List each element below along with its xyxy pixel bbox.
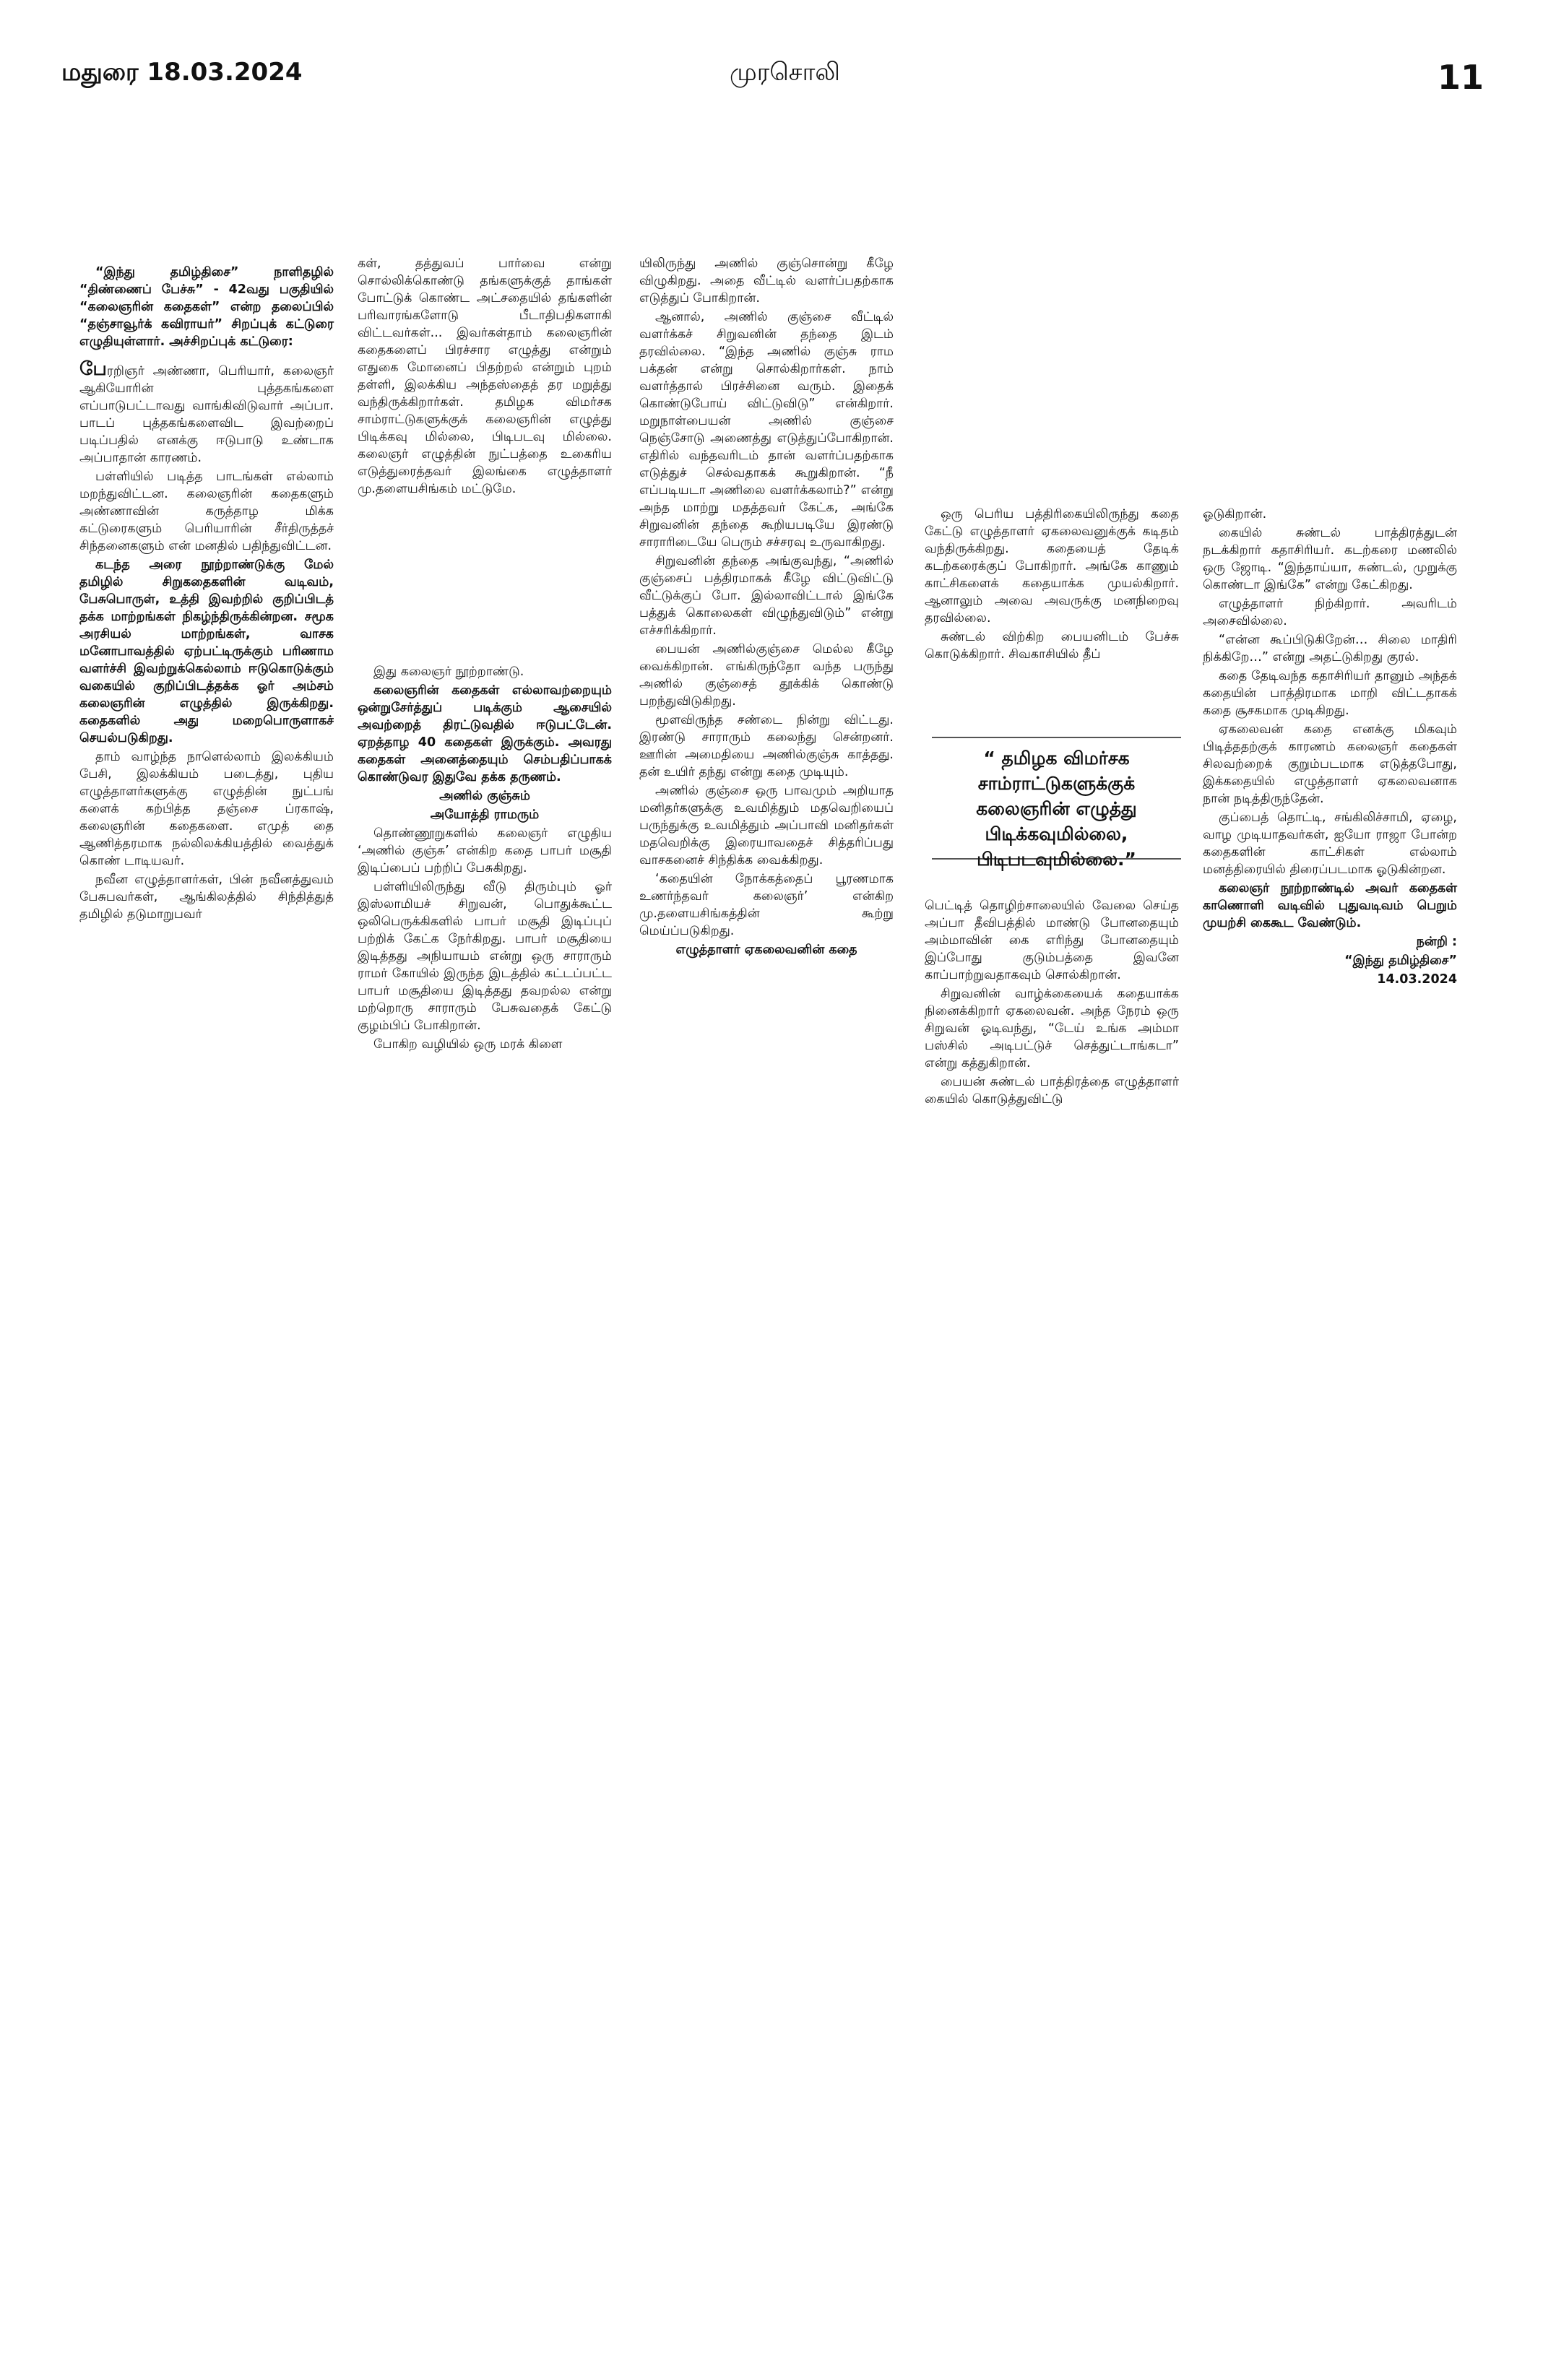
paragraph: யிலிருந்து அணில் குஞ்சொன்று கீழே விழுகிறது. அதை வீட்டில் வளர்ப்பதற்காக எடுத்துப் போகிறான். — [639, 256, 894, 306]
paragraph: சிறுவனின் தந்தை அங்குவந்து, “அணில் குஞ்சைப் பத்திரமாகக் கீழே விட்டுவிட்டு வீட்டுக்குப் போ. இல்லாவிட்டால் இங்கே பத்துக் கொலைகள் விழுந்துவிடும்” என்று எச்சரிக்கிறார். — [639, 554, 894, 638]
column-1 — [79, 264, 334, 925]
paragraph: ‘கதையின் நோக்கத்தைப் பூரணமாக உணர்ந்தவர் கலைஞர்’ என்கிற மு.தளையசிங்கத்தின் கூற்று மெய்ப்படுகிறது. — [639, 872, 894, 938]
paragraph: ஏகலைவன் கதை எனக்கு மிகவும் பிடித்ததற்குக் காரணம் கலைஞர் கதைகள் சிலவற்றைக் குறும்படமாக எடுத்தபோது, இக்கதையில் எழுத்தாளர் ஏகலைவனாக நான் நடித்திருந்தேன். — [1203, 722, 1457, 806]
paragraph: தொண்ணூறுகளில் கலைஞர் எழுதிய ‘அணில் குஞ்சு’ என்கிற கதை பாபர் மசூதி இடிப்பைப் பற்றிப் பேசுகிறது. — [358, 826, 612, 875]
column-4b — [925, 897, 1179, 1109]
column-2b — [358, 663, 612, 1055]
paragraph: போகிற வழியில் ஒரு மரக் கிளை — [373, 1037, 563, 1052]
paragraph: பள்ளியில் படித்த பாடங்கள் எல்லாம் மறந்துவிட்டன. கலைஞரின் கதைகளும் அண்ணாவின் கருத்தாழ மிக்க கட்டுரைகளும் பெரியாரின் சீர்திருத்தச் சிந்தனைகளும் என் மனதில் பதிந்துவிட்டன. — [79, 469, 334, 553]
paragraph: பையன் அணில்குஞ்சை மெல்ல கீழே வைக்கிறான். எங்கிருந்தோ வந்த பருந்து அணில் குஞ்சைத் தூக்கிக் கொண்டு பறந்துவிடுகிறது. — [639, 642, 894, 709]
paragraph: கையில் சுண்டல் பாத்திரத்துடன் நடக்கிறார் கதாசிரியர். கடற்கரை மணலில் ஒரு ஜோடி. “இந்தாய்யா, சுண்டல், முறுக்கு கொண்டா இங்கே” என்று கேட்கிறது. — [1203, 526, 1457, 592]
column-5 — [1203, 506, 1457, 990]
paragraph: கதை தேடிவந்த கதாசிரியர் தானும் அந்தக் கதையின் பாத்திரமாக மாறி விட்டதாகக் கதை சூசகமாக முடிகிறது. — [1203, 669, 1457, 718]
column-3 — [639, 255, 894, 960]
paragraph: நவீன எழுத்தாளர்கள், பின் நவீனத்துவம் பேசுபவர்கள், ஆங்கிலத்தில் சிந்தித்துத் தமிழில் தடுமாறுபவர் — [79, 873, 334, 922]
paragraph: பெட்டித் தொழிற்சாலையில் வேலை செய்த அப்பா தீவிபத்தில் மாண்டு போனதையும் அம்மாவின் கை எரிந்து போனதையும் இப்போது குடும்பத்தை இவனே காப்பாற்றுவதாகவும் சொல்கிறான். — [925, 899, 1179, 982]
credit-date: 14.03.2024 — [1377, 972, 1457, 987]
paragraph: மூளவிருந்த சண்டை நின்று விட்டது. இரண்டு சாராரும் கலைந்து சென்றனர். ஊரின் அமைதியை அணில்குஞ்சு காத்தது. தன் உயிர் தந்து என்று கதை முடியும். — [639, 713, 894, 779]
header-left: மதுரை 18.03.2024 — [61, 58, 303, 87]
column-4a — [925, 506, 1179, 665]
paragraph: கலைஞர் நூற்றாண்டில் அவர் கதைகள் காணொளி வடிவில் புதுவடிவம் பெறும் முயற்சி கைகூட வேண்டும். — [1203, 881, 1457, 930]
paragraph: கள், தத்துவப் பார்வை என்று சொல்லிக்கொண்டு தங்களுக்குத் தாங்கள் போட்டுக் கொண்ட அட்சதையில் தங்களின் பரிவாரங்களோடு பீடாதிபதிகளாகி விட்டவர்கள்... இவர்கள்தாம் கலைஞரின் கதைகளைப் பிரச்சார எழுத்து என்றும் எதுகை மோனைப் பிதற்றல் என்றும் புறம் தள்ளி, இலக்கிய அந்தஸ்தைத் தர மறுத்து வந்திருக்கிறார்கள். தமிழக விமர்சக சாம்ராட்டுகளுக்குக் கலைஞரின் எழுத்து பிடிக்கவு மில்லை, பிடிபடவு மில்லை. கலைஞர் எழுத்தின் நுட்பத்தை உகைரிய எடுத்துரைத்தவர் இலங்கை எழுத்தாளர் மு.தளையசிங்கம் மட்டுமே. — [358, 256, 612, 496]
paragraph: எழுத்தாளர் நிற்கிறார். அவரிடம் அசைவில்லை. — [1203, 597, 1457, 628]
credit-label: நன்றி : — [1416, 935, 1457, 949]
paragraph: சுண்டல் விற்கிற பையனிடம் பேச்சு கொடுக்கிறார். சிவகாசியில் தீப் — [925, 630, 1179, 662]
paragraph: கடந்த அரை நூற்றாண்டுக்கு மேல் தமிழில் சிறுகதைகளின் வடிவம், பேசுபொருள், உத்தி இவற்றில் குறிப்பிடத் தக்க மாற்றங்கள் நிகழ்ந்திருக்கின்றன. சமூக அரசியல் மாற்றங்கள், வாசக மனோபாவத்தில் ஏற்பட்டிருக்கும் பரிணாம வளர்ச்சி இவற்றுக்கெல்லாம் ஈடுகொடுக்கும் வகையில் குறிப்பிடத்தக்க ஓர் அம்சம் கலைஞரின் எழுத்தில் இருக்கிறது. கதைகளில் அது மறைபொருளாகச் செயல்படுகிறது. — [79, 558, 334, 745]
paragraph: குப்பைத் தொட்டி, சங்கிலிச்சாமி, ஏழை, வாழ முடியாதவர்கள், ஐயோ ராஜா போன்ற கதைகளின் காட்சிகள் எல்லாம் மனத்திரையில் திரைப்படமாக ஓடுகின்றன. — [1203, 810, 1457, 877]
intro: “இந்து தமிழ்திசை” நாளிதழில் “திண்ணைப் பேச்சு” - 42வது பகுதியில் “கலைஞரின் கதைகள்” என்ற தலைப்பில் “தஞ்சாவூர்க் கவிராயர்” சிறப்புக் கட்டுரை எழுதியுள்ளார். அச்சிறப்புக் கட்டுரை: — [79, 265, 334, 349]
paragraph: கலைஞரின் கதைகள் எல்லாவற்றையும் ஒன்றுசேர்த்துப் படிக்கும் ஆசையில் அவற்றைத் திரட்டுவதில் ஈடுபட்டேன். ஏறத்தாழ 40 கதைகள் இருக்கும். அவரது கதைகள் அனைத்தையும் செம்பதிப்பாகக் கொண்டுவர இதுவே தக்க தருணம். — [358, 683, 612, 784]
paragraph: பேரறிஞர் அண்ணா, பெரியார், கலைஞர் ஆகியோரின் புத்தகங்களை எப்பாடுபட்டாவது வாங்கிவிடுவார் அப்பா. பாடப் புத்தகங்களைவிட இவற்றைப் படிப்பதில் எனக்கு ஈடுபாடு உண்டாக அப்பாதான் காரணம். — [79, 358, 334, 465]
paragraph: “என்ன கூப்பிடுகிறேன்… சிலை மாதிரி நிக்கிறே…” என்று அதட்டுகிறது குரல். — [1203, 633, 1457, 665]
paragraph: இது கலைஞர் நூற்றாண்டு. — [373, 665, 524, 679]
subheading: அணில் குஞ்சும் — [439, 789, 530, 803]
masthead: முரசொலி — [730, 58, 840, 87]
paragraph: ஒரு பெரிய பத்திரிகையிலிருந்து கதை கேட்டு எழுத்தாளர் ஏகலைவனுக்குக் கடிதம் வந்திருக்கிறது. கதையைத் தேடிக் கடற்கரைக்குப் போகிறார். அங்கே காணும் காட்சிகளைக் கதையாக்க முயல்கிறார். ஆனாலும் அவை அவருக்கு மனநிறைவு தரவில்லை. — [925, 507, 1179, 626]
drop-cap: பே — [79, 358, 107, 380]
pull-quote: “ தமிழக விமர்சக சாம்ராட்டுகளுக்குக் கலைஞரின் எழுத்து பிடிக்கவுமில்லை, பிடிபடவுமில்லை.” — [932, 737, 1181, 860]
paragraph: பள்ளியிலிருந்து வீடு திரும்பும் ஓர் இஸ்லாமியச் சிறுவன், பொதுக்கூட்ட ஒலிபெருக்கிகளில் பாபர் மசூதி இடிப்புப் பற்றிக் கேட்க நேர்கிறது. பாபர் மசூதியை இடித்தது அநியாயம் என்று ஒரு சாராரும் ராமர் கோயில் இருந்த இடத்தில் கட்டப்பட்ட பாபர் மசூதியை இடித்தது தவறல்ல என்று மற்றொரு சாராரும் பேசுவதைக் கேட்டு குழம்பிப் போகிறான். — [358, 880, 612, 1033]
subheading: எழுத்தாளர் ஏகலைவனின் கதை — [675, 943, 857, 957]
page-number: 11 — [1438, 58, 1484, 97]
paragraph: தாம் வாழ்ந்த நாளெல்லாம் இலக்கியம் பேசி, இலக்கியம் படைத்து, புதிய எழுத்தாளர்களுக்கு எழுத்தின் நுட்பங் களைக் கற்பித்த தஞ்சை ப்ரகாஷ், கலைஞரின் கதைகளை. எமுத் தை ஆணித்தரமாக நல்லிலக்கியத்தில் வைத்துக் கொண் டாடியவர். — [79, 750, 334, 868]
paragraph: சிறுவனின் வாழ்க்கையைக் கதையாக்க நினைக்கிறார் ஏகலைவன். அந்த நேரம் ஒரு சிறுவன் ஓடிவந்து, “டேய் உங்க அம்மா பஸ்சில் அடிபட்டுச் செத்துட்டாங்கடா” என்று கத்துகிறான். — [925, 987, 1179, 1070]
column-2a — [358, 255, 612, 499]
paragraph: ஓடுகிறான். — [1203, 507, 1267, 522]
subheading: அயோத்தி ராமரும் — [430, 808, 540, 822]
credit-source: “இந்து தமிழ்திசை” — [1344, 953, 1457, 968]
paragraph: ஆனால், அணில் குஞ்சை வீட்டில் வளர்க்கச் சிறுவனின் தந்தை இடம் தரவில்லை. “இந்த அணில் குஞ்சு ராம பக்தன் என்று சொல்கிறார்கள். நாம் வளர்த்தால் பிரச்சினை வரும். இதைக் கொண்டுபோய் விட்டுவிடு” என்கிறார். மறுநாள்பையன் அணில் குஞ்சை நெஞ்சோடு அணைத்து எடுத்துப்போகிறான். எதிரில் வந்தவரிடம் தான் வளர்ப்பதற்காக எடுத்துச் செல்வதாகக் கூறுகிறான். “நீ எப்படியடா அணிலை வளர்க்கலாம்?” என்று அந்த மாற்று மதத்தவர் கேட்க, அங்கே சிறுவனின் தந்தை கூறியபடியே இரண்டு சாராரிடையே பெரும் சச்சரவு உருவாகிறது. — [639, 310, 894, 550]
paragraph: அணில் குஞ்சை ஒரு பாவமும் அறியாத மனிதர்களுக்கு உவமித்தும் மதவெறியைப் பருந்துக்கு உவமித்தும் அப்பாவி மனிதர்கள் மதவெறிக்கு இரையாவதைச் சித்தரிப்பது வாசகனைச் சிந்திக்க வைக்கிறது. — [639, 784, 894, 867]
paragraph: பையன் சுண்டல் பாத்திரத்தை எழுத்தாளர் கையில் கொடுத்துவிட்டு — [925, 1075, 1179, 1107]
